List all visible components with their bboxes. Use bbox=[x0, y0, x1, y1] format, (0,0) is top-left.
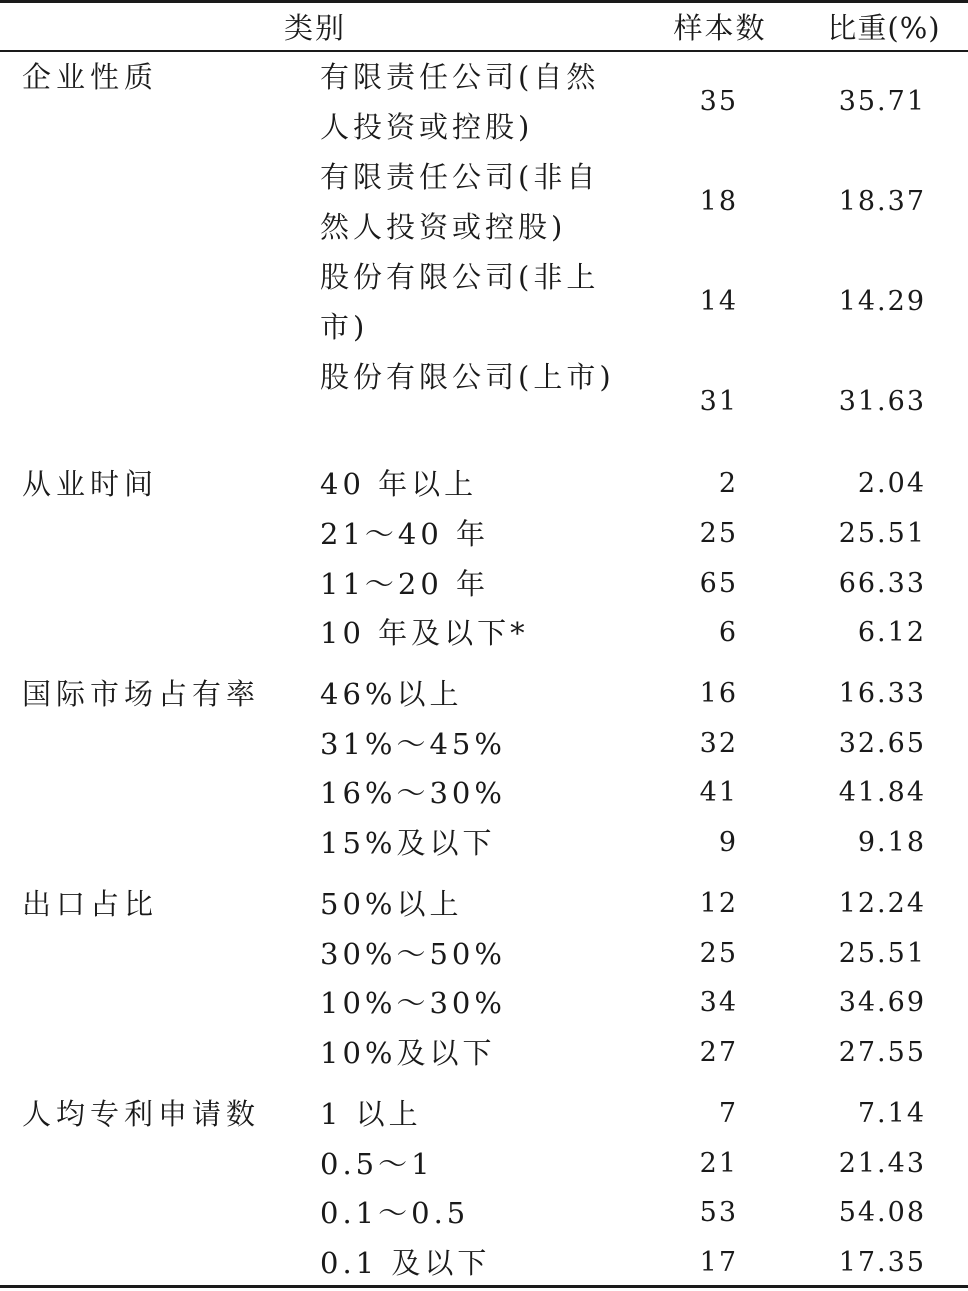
row-sample-count: 32 bbox=[699, 728, 738, 759]
row-item: 31%～45% bbox=[320, 727, 506, 761]
row-sample-count: 9 bbox=[718, 827, 738, 858]
row-sample-count: 31 bbox=[699, 386, 738, 417]
table-bottom-rule bbox=[0, 1285, 968, 1288]
row-proportion: 9.18 bbox=[857, 827, 926, 858]
row-sample-count: 6 bbox=[718, 617, 738, 648]
row-proportion: 17.35 bbox=[838, 1247, 926, 1278]
group-label: 人均专利申请数 bbox=[22, 1097, 261, 1131]
row-proportion: 34.69 bbox=[838, 987, 926, 1018]
row-item: 股份有限公司(非上市) bbox=[320, 260, 600, 344]
row-proportion: 31.63 bbox=[838, 386, 926, 417]
row-item: 有限责任公司(非自然人投资或控股) bbox=[320, 160, 600, 244]
row-item: 0.1～0.5 bbox=[320, 1196, 470, 1230]
group-label: 企业性质 bbox=[22, 60, 159, 94]
row-item: 10 年及以下* bbox=[320, 616, 529, 650]
row-item: 16%～30% bbox=[320, 776, 506, 810]
row-sample-count: 34 bbox=[699, 987, 738, 1018]
row-sample-count: 25 bbox=[699, 938, 738, 969]
row-proportion: 66.33 bbox=[838, 568, 926, 599]
row-sample-count: 41 bbox=[699, 777, 738, 808]
row-proportion: 25.51 bbox=[838, 938, 926, 969]
row-item: 30%～50% bbox=[320, 937, 506, 971]
row-item: 0.1 及以下 bbox=[320, 1246, 491, 1280]
row-item: 40 年以上 bbox=[320, 467, 478, 501]
header-category: 类别 bbox=[283, 11, 346, 45]
row-proportion: 41.84 bbox=[838, 777, 926, 808]
group-label: 出口占比 bbox=[22, 887, 159, 921]
row-proportion: 12.24 bbox=[838, 888, 926, 919]
row-item: 0.5～1 bbox=[320, 1147, 434, 1181]
row-proportion: 14.29 bbox=[838, 286, 926, 317]
row-item: 1 以上 bbox=[320, 1097, 422, 1131]
row-proportion: 54.08 bbox=[838, 1197, 926, 1228]
row-sample-count: 17 bbox=[699, 1247, 738, 1278]
row-item: 10%～30% bbox=[320, 986, 506, 1020]
row-item: 股份有限公司(上市) bbox=[320, 360, 615, 394]
row-item: 10%及以下 bbox=[320, 1036, 496, 1070]
row-sample-count: 25 bbox=[699, 518, 738, 549]
row-sample-count: 2 bbox=[718, 468, 738, 499]
group-label: 国际市场占有率 bbox=[22, 677, 261, 711]
row-proportion: 25.51 bbox=[838, 518, 926, 549]
row-sample-count: 35 bbox=[699, 86, 738, 117]
row-proportion: 21.43 bbox=[838, 1148, 926, 1179]
row-sample-count: 18 bbox=[699, 186, 738, 217]
row-sample-count: 14 bbox=[699, 286, 738, 317]
row-item: 46%以上 bbox=[320, 677, 463, 711]
row-proportion: 18.37 bbox=[838, 186, 926, 217]
row-item: 11～20 年 bbox=[320, 567, 490, 601]
table-header bbox=[0, 0, 968, 50]
header-sample-count: 样本数 bbox=[673, 11, 767, 45]
row-item: 有限责任公司(自然人投资或控股) bbox=[320, 60, 600, 144]
header-proportion: 比重(%) bbox=[827, 11, 941, 45]
row-item: 15%及以下 bbox=[320, 826, 496, 860]
row-proportion: 35.71 bbox=[838, 86, 926, 117]
row-item: 21～40 年 bbox=[320, 517, 490, 551]
row-sample-count: 16 bbox=[699, 678, 738, 709]
row-sample-count: 12 bbox=[699, 888, 738, 919]
row-proportion: 2.04 bbox=[857, 468, 926, 499]
row-proportion: 32.65 bbox=[838, 728, 926, 759]
row-item: 50%以上 bbox=[320, 887, 463, 921]
row-sample-count: 21 bbox=[699, 1148, 738, 1179]
group-label: 从业时间 bbox=[22, 467, 159, 501]
row-sample-count: 27 bbox=[699, 1037, 738, 1068]
row-sample-count: 53 bbox=[699, 1197, 738, 1228]
row-proportion: 27.55 bbox=[838, 1037, 926, 1068]
row-proportion: 6.12 bbox=[857, 617, 926, 648]
row-proportion: 7.14 bbox=[857, 1098, 926, 1129]
row-sample-count: 65 bbox=[699, 568, 738, 599]
row-sample-count: 7 bbox=[718, 1098, 738, 1129]
row-proportion: 16.33 bbox=[838, 678, 926, 709]
